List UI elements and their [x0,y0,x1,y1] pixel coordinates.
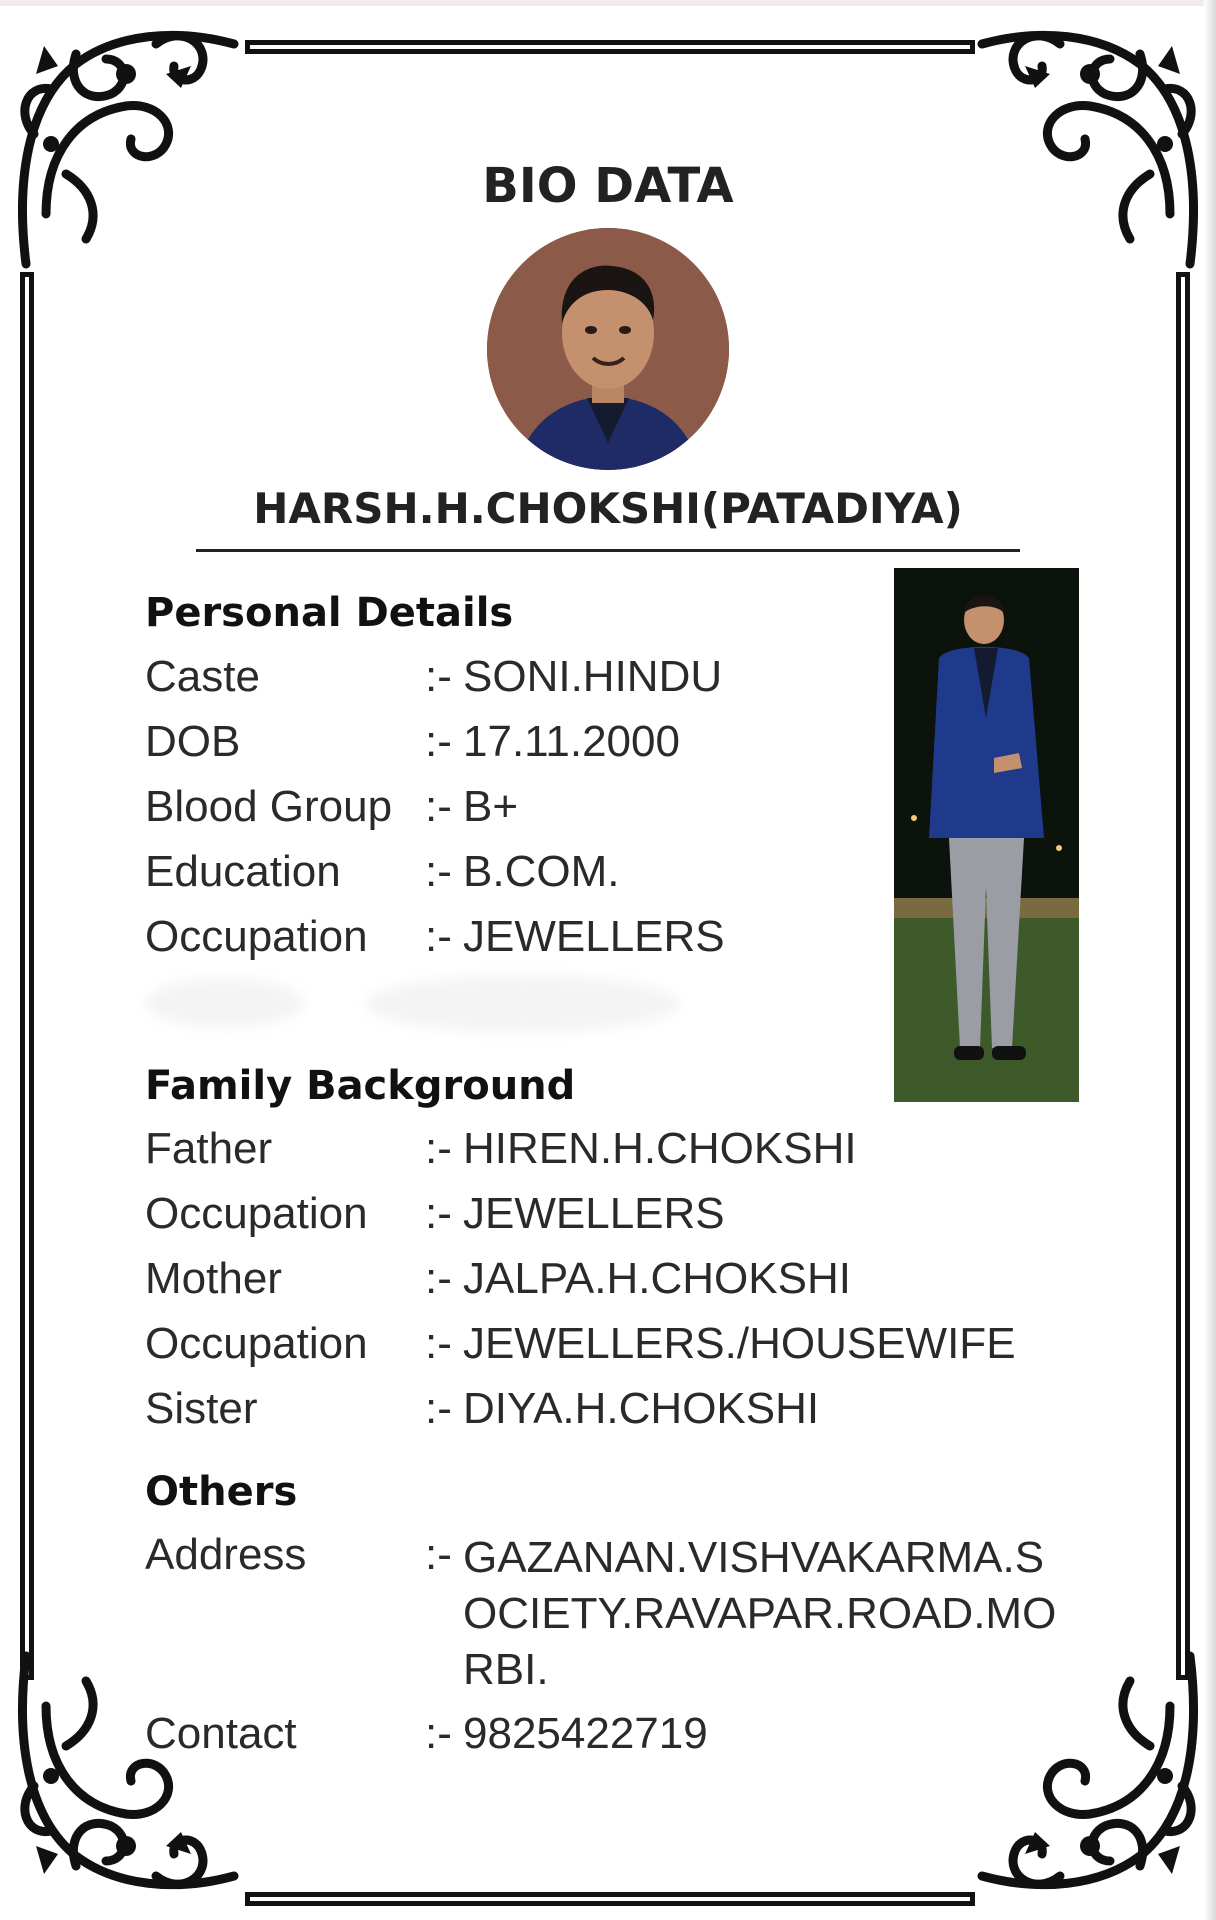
name-underline [196,549,1020,552]
frame-bottom-bar [245,1892,975,1906]
corner-ornament-icon [6,14,246,274]
row-label: Caste [145,652,260,701]
erased-text-smudge [145,978,305,1028]
row-separator: :- [425,1709,452,1758]
row-value: JEWELLERS [463,912,725,961]
row-separator: :- [425,1530,452,1579]
row-label: Occupation [145,912,368,961]
row-separator: :- [425,1189,452,1238]
row-separator: :- [425,782,452,831]
row-label: Occupation [145,1189,368,1238]
row-separator: :- [425,1319,452,1368]
corner-ornament-icon [6,1646,246,1906]
top-edge [0,0,1216,6]
row-separator: :- [425,1124,452,1173]
row-value: JALPA.H.CHOKSHI [463,1254,851,1303]
row-value: SONI.HINDU [463,652,723,701]
row-value: 9825422719 [463,1709,708,1758]
row-label: Mother [145,1254,282,1303]
row-label: Father [145,1124,273,1173]
row-separator: :- [425,717,452,766]
section-others-heading: Others [145,1469,298,1515]
corner-ornament-icon [970,14,1210,274]
row-separator: :- [425,652,452,701]
row-separator: :- [425,847,452,896]
row-separator: :- [425,1254,452,1303]
row-value: GAZANAN.VISHVAKARMA.SOCIETY.RAVAPAR.ROAD.MORBI. [463,1533,1057,1694]
scroll-edge-shadow [1204,0,1216,1920]
row-separator: :- [425,1384,452,1433]
frame-top-bar [245,40,975,54]
full-length-photo [894,568,1079,1102]
row-label: Address [145,1530,307,1579]
profile-photo [487,228,729,470]
row-value: B+ [463,782,519,831]
row-separator: :- [425,912,452,961]
row-value: DIYA.H.CHOKSHI [463,1384,820,1433]
row-value: B.COM. [463,847,620,896]
row-label: Education [145,847,341,896]
row-label: Occupation [145,1319,368,1368]
section-family-heading: Family Background [145,1063,576,1109]
erased-text-smudge [365,975,680,1033]
section-personal-heading: Personal Details [145,590,514,636]
page-title: BIO DATA [482,158,734,214]
row-label: Contact [145,1709,297,1758]
person-name: HARSH.H.CHOKSHI(PATADIYA) [253,484,963,533]
row-value: JEWELLERS [463,1189,725,1238]
row-label: Blood Group [145,782,393,831]
row-label: DOB [145,717,241,766]
row-label: Sister [145,1384,258,1433]
row-value: HIREN.H.CHOKSHI [463,1124,857,1173]
row-value: 17.11.2000 [463,717,680,766]
row-value: JEWELLERS./HOUSEWIFE [463,1319,1016,1368]
